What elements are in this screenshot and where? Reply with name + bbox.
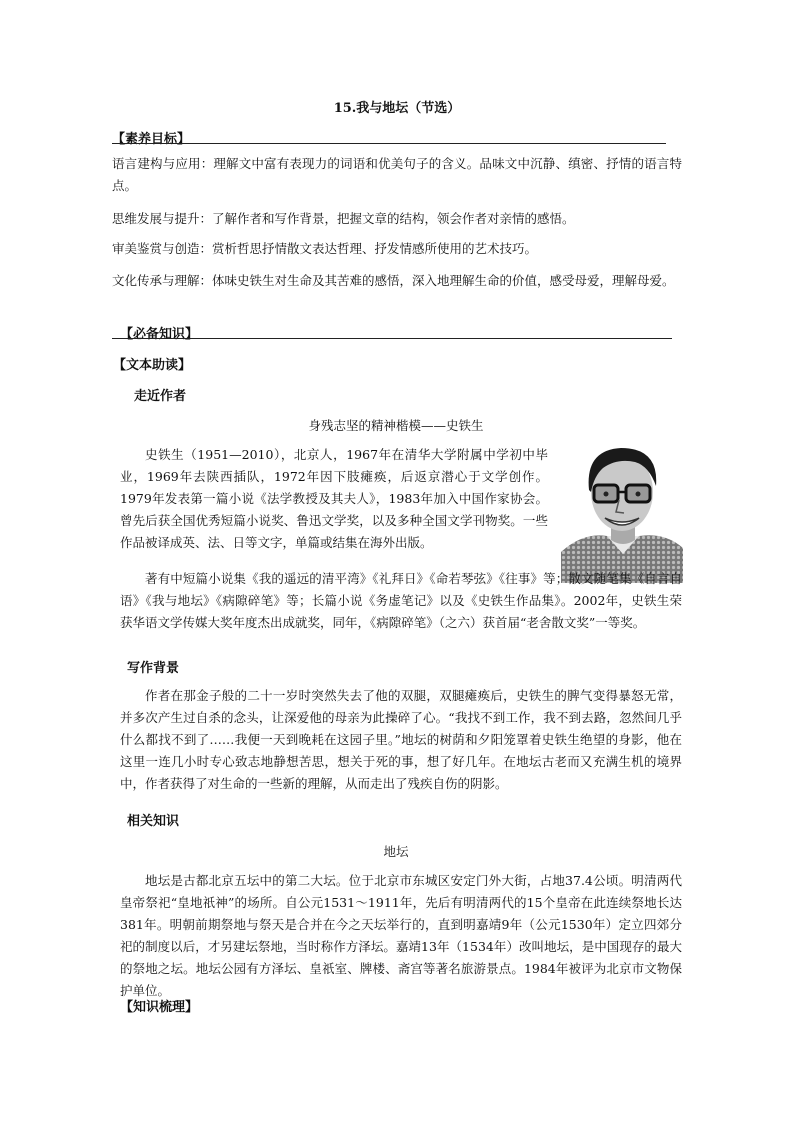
author-works: 著有中短篇小说集《我的遥远的清平湾》《礼拜日》《命若琴弦》《往事》等；散文随笔集《自言自语》《我与地坛》《病隙碎笔》等；长篇小说《务虚笔记》以及《史铁生作品集》。2002年，史铁生荣获华语文学传媒大奖年度杰出成就奖，同年，《病隙碎笔》（之六）获首届“老舍散文奖”一等奖。: [120, 571, 682, 630]
goal-language: 语言建构与应用：理解文中富有表现力的词语和优美句子的含义。品味文中沉静、缜密、抒情的语言特点。: [112, 156, 682, 193]
page-title: 15.我与地坛（节选）: [333, 101, 461, 116]
goals-rule: [112, 143, 666, 144]
goal-thinking: 思维发展与提升：了解作者和写作背景，把握文章的结构，领会作者对亲情的感悟。: [112, 211, 575, 226]
background-heading: 写作背景: [127, 661, 180, 676]
author-heading: 走近作者: [134, 389, 187, 404]
sorting-heading: 【知识梳理】: [120, 1000, 199, 1015]
reading-heading: 【文本助读】: [113, 358, 192, 373]
related-subtitle: 地坛: [383, 844, 409, 859]
author-photo: [561, 440, 683, 583]
goals-heading: 【素养目标】: [112, 132, 191, 147]
author-bio: 史铁生（1951—2010），北京人，1967年在清华大学附属中学初中毕业，1969年去陕西插队，1972年因下肢瘫痪，后返京潜心于文学创作。1979年发表第一篇小说《法学教授及其夫人》，1983年加入中国作家协会。曾先后获全国优秀短篇小说奖、鲁迅文学奖，以及多种全国文学刊物奖。一些作品被译成英、法、日等文字，单篇或结集在海外出版。: [120, 447, 548, 550]
related-text: 地坛是古都北京五坛中的第二大坛。位于北京市东城区安定门外大街，占地37.4公顷。明清两代皇帝祭祀“皇地祇神”的场所。自公元1531～1911年，先后有明清两代的15个皇帝在此连续祭地长达381年。明朝前期祭地与祭天是合并在今之天坛举行的，直到明嘉靖9年（公元1530年）定立四郊分祀的制度以后，才另建坛祭地，当时称作方泽坛。嘉靖13年（1534年）改叫地坛，是中国现存的最大的祭地之坛。地坛公园有方泽坛、皇祇室、牌楼、斋宫等著名旅游景点。1984年被评为北京市文物保护单位。: [120, 873, 682, 998]
goal-culture: 文化传承与理解：体味史铁生对生命及其苦难的感悟，深入地理解生命的价值，感受母爱，理解母爱。: [112, 273, 675, 288]
goal-aesthetic: 审美鉴赏与创造：赏析哲思抒情散文表达哲理、抒发情感所使用的艺术技巧。: [112, 241, 538, 256]
portrait-image: [561, 440, 683, 583]
background-text: 作者在那金子般的二十一岁时突然失去了他的双腿，双腿瘫痪后，史铁生的脾气变得暴怒无常，并多次产生过自杀的念头，让深爱他的母亲为此操碎了心。“我找不到工作，我不到去路，忽然间几乎什么都找不到了……我便一天到晚耗在这园子里。”地坛的树荫和夕阳笼罩着史铁生绝望的身影，他在这里一连几小时专心致志地静想苦思，想关于死的事，想了好几年。在地坛古老而又充满生机的境界中，作者获得了对生命的一些新的理解，从而走出了残疾自伤的阴影。: [120, 688, 682, 791]
knowledge-heading: 【必备知识】: [120, 327, 199, 342]
knowledge-rule: [112, 338, 672, 339]
author-subtitle: 身残志坚的精神楷模——史铁生: [308, 418, 484, 433]
related-heading: 相关知识: [127, 814, 180, 829]
